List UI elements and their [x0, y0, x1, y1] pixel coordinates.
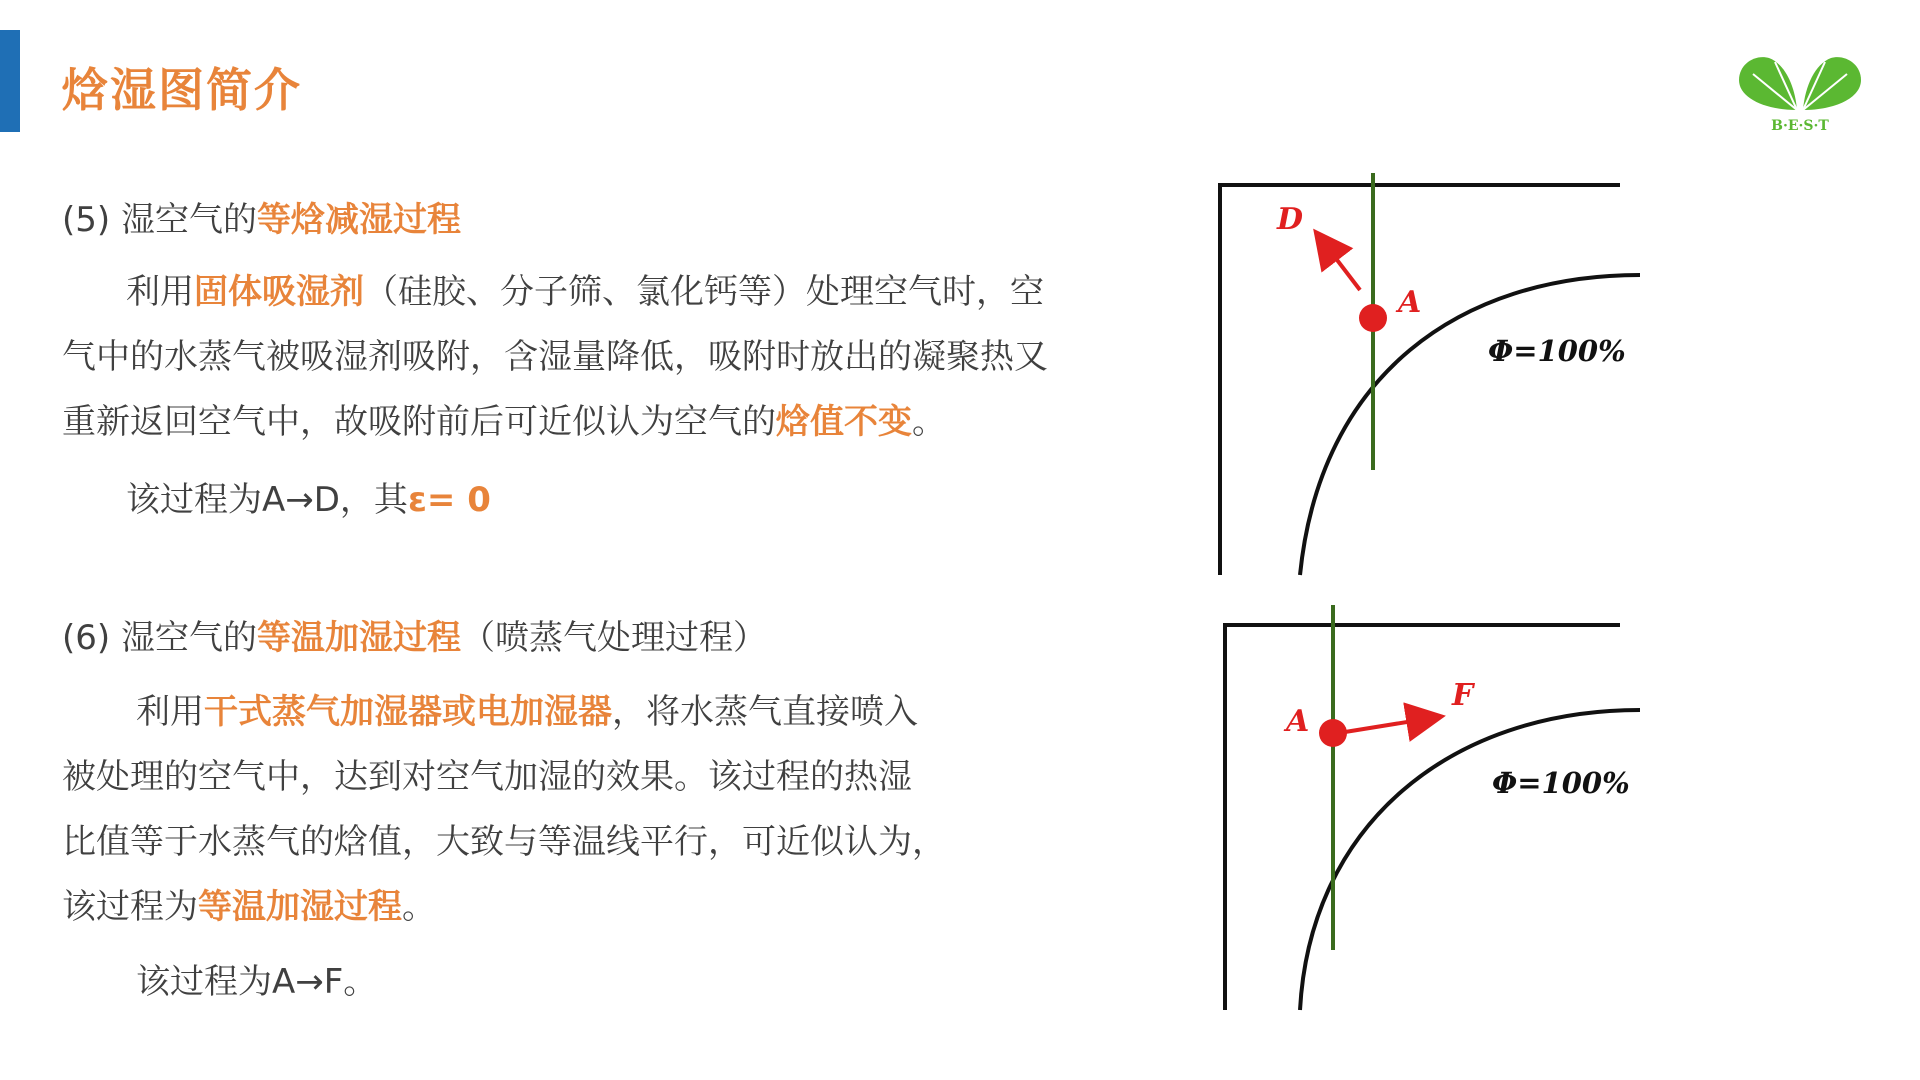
- section5-p1-pre: 利用: [126, 272, 194, 312]
- section5-result: [126, 480, 491, 520]
- chart-frame: [1220, 185, 1620, 575]
- logo-text: B·E·S·T: [1771, 118, 1829, 134]
- section6-paragraph-line-1: [136, 692, 918, 732]
- section6-p1-post: ，将水蒸气直接喷入: [612, 692, 918, 732]
- saturation-curve: [1300, 710, 1640, 1010]
- saturation-curve: [1300, 275, 1640, 575]
- phi-100-label: Φ=100%: [1488, 334, 1626, 368]
- section6-paragraph-line-3: 比值等于水蒸气的焓值，大致与等温线平行，可近似认为，: [62, 822, 946, 862]
- isenthalpic-process-diagram: [1200, 165, 1660, 585]
- section5-paragraph-line-3: [62, 402, 946, 442]
- section6-paragraph-line-4: [62, 887, 436, 927]
- section6-result: 该过程为A→F。: [136, 962, 378, 1002]
- chart-frame: [1225, 625, 1620, 1010]
- process-arrow-a-to-d: [1318, 235, 1360, 290]
- section5-heading-highlight: 等焓减湿过程: [256, 200, 461, 240]
- section5-p1-post: （硅胶、分子筛、氯化钙等）处理空气时，空: [364, 272, 1044, 312]
- section6-p1-pre: 利用: [136, 692, 204, 732]
- point-d-label: D: [1277, 202, 1304, 237]
- section6-heading: [62, 618, 767, 658]
- section5-paragraph-line-2: 气中的水蒸气被吸湿剂吸附，含湿量降低，吸附时放出的凝聚热又: [62, 337, 1048, 377]
- phi-100-label: Φ=100%: [1492, 766, 1630, 800]
- process-arrow-a-to-f: [1345, 717, 1438, 732]
- section6-heading-prefix: (6) 湿空气的: [62, 618, 257, 658]
- section5-paragraph-line-1: [126, 272, 1044, 312]
- state-point-a: [1319, 719, 1347, 747]
- section5-heading-prefix: (5) 湿空气的: [62, 200, 257, 240]
- point-f-label: F: [1452, 678, 1474, 713]
- isothermal-humidification-diagram: [1200, 595, 1660, 1015]
- section5-heading: [62, 200, 461, 240]
- section6-p4-pre: 该过程为: [62, 887, 198, 927]
- section6-paragraph-line-2: 被处理的空气中，达到对空气加湿的效果。该过程的热湿: [62, 757, 912, 797]
- section5-p3-pre: 重新返回空气中，故吸附前后可近似认为空气的: [62, 402, 776, 442]
- section6-heading-highlight: 等温加湿过程: [256, 618, 461, 658]
- section5-result-text: 该过程为A→D，其: [126, 480, 408, 520]
- section6-p4-highlight: 等温加湿过程: [198, 887, 402, 927]
- point-a-label: A: [1286, 704, 1310, 739]
- title-accent-bar: [0, 30, 20, 132]
- section6-p4-post: 。: [402, 887, 436, 927]
- point-a-label: A: [1398, 285, 1422, 320]
- section5-p3-post: 。: [912, 402, 946, 442]
- page-title: 焓湿图简介: [62, 63, 302, 117]
- section5-p1-highlight: 固体吸湿剂: [194, 272, 364, 312]
- section6-heading-suffix: （喷蒸气处理过程）: [460, 618, 767, 658]
- section5-p3-highlight: 焓值不变: [776, 402, 912, 442]
- section5-epsilon-value: ε= 0: [407, 480, 491, 520]
- section6-p1-highlight: 干式蒸气加湿器或电加湿器: [204, 692, 612, 732]
- best-logo: [1735, 52, 1865, 136]
- state-point-a: [1359, 304, 1387, 332]
